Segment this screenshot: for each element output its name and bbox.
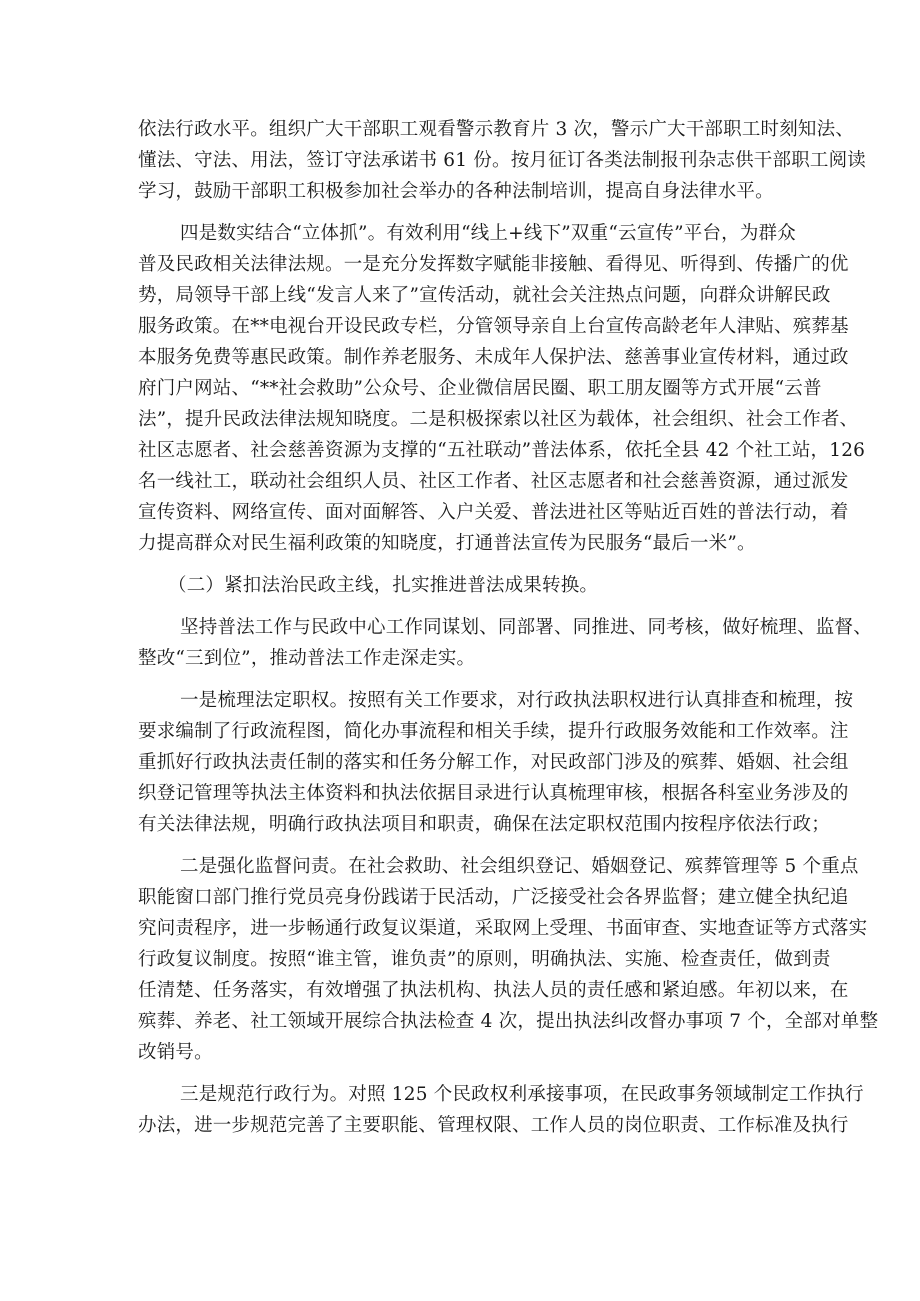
heading-text: （二）紧扣法治民政主线，扎实推进普法成果转换。 (168, 575, 599, 596)
text-line: 宣传资料、网络宣传、面对面解答、入户关爱、普法进社区等贴近百姓的普法行动，着 (138, 502, 849, 523)
text-line: 任清楚、任务落实，有效增强了执法机构、执法人员的责任感和紧迫感。年初以来，在 (138, 980, 849, 1001)
section-heading (138, 570, 784, 601)
text-line: 学习，鼓励干部职工积极参加社会举办的各种法制培训，提高自身法律水平。 (138, 181, 774, 202)
paragraph-main-line (138, 612, 872, 674)
text-line: 依法行政水平。组织广大干部职工观看警示教育片 3 次，警示广大干部职工时刻知法、 (138, 119, 855, 140)
text-line: 坚持普法工作与民政中心工作同谋划、同部署、同推进、同考核，做好梳理、监督、 (180, 617, 872, 638)
text-line: 名一线社工，联动社会组织人员、社区工作者、社区志愿者和社会慈善资源，通过派发 (138, 471, 849, 492)
paragraph-legal-education (138, 114, 867, 207)
text-line: 本服务免费等惠民政策。制作养老服务、未成年人保护法、慈善事业宣传材料，通过政 (138, 347, 849, 368)
document-page (138, 114, 879, 1152)
text-line: 要求编制了行政流程图，简化办事流程和相关手续，提升行政服务效能和工作效率。注 (138, 721, 849, 742)
text-line: 有关法律法规，明确行政执法项目和职责，确保在法定职权范围内按程序依法行政； (138, 814, 830, 835)
text-line: 三是规范行政行为。对照 125 个民政权利承接事项，在民政事务领域制定工作执行 (180, 1084, 864, 1105)
text-line: 整改“三到位”，推动普法工作走深走实。 (138, 648, 476, 669)
paragraph-supervision (138, 851, 879, 1068)
text-line: 服务政策。在**电视台开设民政专栏，分管领导亲自上台宣传高龄老年人津贴、殡葬基 (138, 316, 849, 337)
text-line: 织登记管理等执法主体资料和执法依据目录进行认真梳理审核，根据各科室业务涉及的 (138, 783, 849, 804)
paragraph-sort-powers (138, 685, 854, 840)
text-line: 改销号。 (138, 1042, 213, 1063)
paragraph-regulate-conduct (138, 1079, 864, 1141)
text-line: 一是梳理法定职权。按照有关工作要求，对行政执法职权进行认真排查和梳理，按 (180, 690, 854, 711)
text-line: 力提高群众对民生福利政策的知晓度，打通普法宣传为民服务“最后一米”。 (138, 533, 756, 554)
text-line: 社区志愿者、社会慈善资源为支撑的“五社联动”普法体系，依托全县 42 个社工站，126 (138, 440, 866, 461)
text-line: 四是数实结合“立体抓”。有效利用“线上+线下”双重“云宣传”平台，为群众 (180, 223, 796, 244)
text-line: 行政复议制度。按照“谁主管，谁负责”的原则，明确执法、实施、检查责任，做到责 (138, 949, 831, 970)
text-line: 究问责程序，进一步畅通行政复议渠道，采取网上受理、书面审查、实地查证等方式落实 (138, 918, 868, 939)
text-line: 职能窗口部门推行党员亮身份践诺于民活动，广泛接受社会各界监督；建立健全执纪追 (138, 887, 849, 908)
paragraph-digital-publicity (138, 218, 866, 559)
text-line: 重抓好行政执法责任制的落实和任务分解工作，对民政部门涉及的殡葬、婚姻、社会组 (138, 752, 849, 773)
text-line: 懂法、守法、用法，签订守法承诺书 61 份。按月征订各类法制报刊杂志供干部职工阅读 (138, 150, 867, 171)
text-line: 法”，提升民政法律法规知晓度。二是积极探索以社区为载体，社会组织、社会工作者、 (138, 409, 859, 430)
text-line: 府门户网站、“**社会救助”公众号、企业微信居民圈、职工朋友圈等方式开展“云普 (138, 378, 822, 399)
text-line: 殡葬、养老、社工领域开展综合执法检查 4 次，提出执法纠改督办事项 7 个，全部对单整 (138, 1011, 879, 1032)
text-line: 办法，进一步规范完善了主要职能、管理权限、工作人员的岗位职责、工作标准及执行 (138, 1115, 849, 1136)
text-line: 势，局领导干部上线“发言人来了”宣传活动，就社会关注热点问题，向群众讲解民政 (138, 285, 831, 306)
text-line: 二是强化监督问责。在社会救助、社会组织登记、婚姻登记、殡葬管理等 5 个重点 (180, 856, 859, 877)
text-line: 普及民政相关法律法规。一是充分发挥数字赋能非接触、看得见、听得到、传播广的优 (138, 254, 849, 275)
